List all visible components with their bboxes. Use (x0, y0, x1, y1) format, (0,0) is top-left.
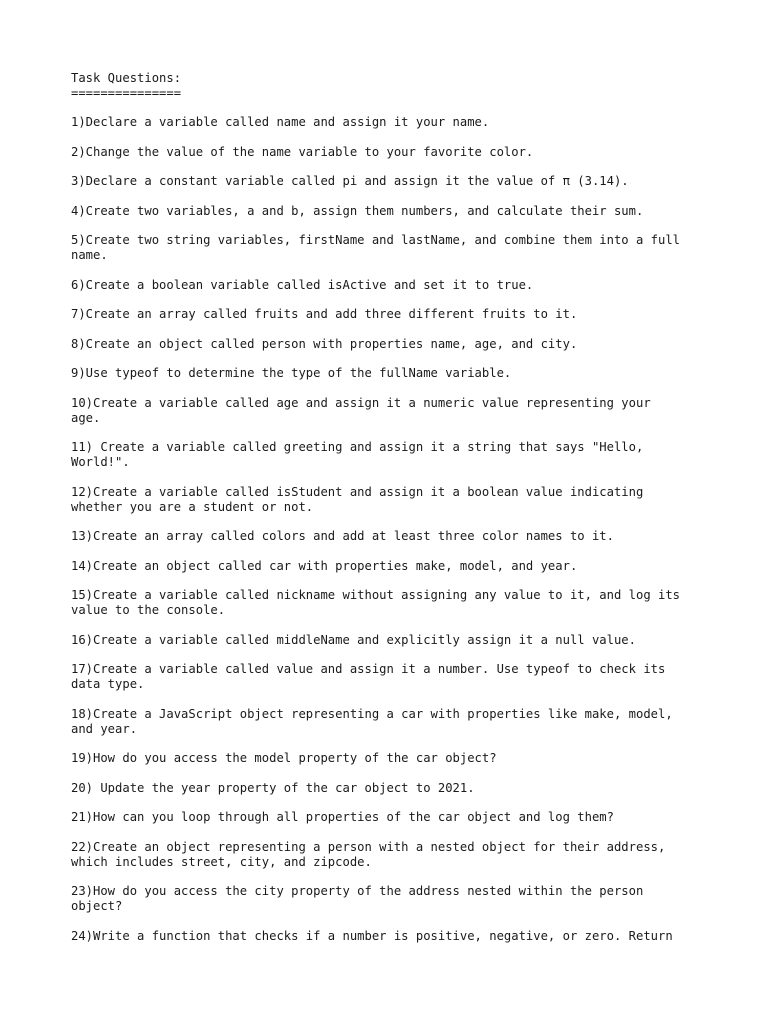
question-item: 4)Create two variables, a and b, assign them numbers, and calculate their sum. (71, 203, 644, 218)
question-item: 16)Create a variable called middleName and explicitly assign it a null value. (71, 632, 636, 647)
question-item: 20) Update the year property of the car object to 2021. (71, 780, 475, 795)
question-list (71, 115, 711, 944)
question-item: 9)Use typeof to determine the type of the fullName variable. (71, 366, 512, 380)
question-item: 3)Declare a constant variable called pi and assign it the value of π (3.14). (71, 174, 629, 188)
question-item: 24)Write a function that checks if a number is positive, negative, or zero. Return (71, 928, 673, 943)
question-item: 17)Create a variable called value and assign it a number. Use typeof to check its data type. (71, 662, 666, 691)
document-page (71, 71, 711, 958)
question-item: 22)Create an object representing a person with a nested object for their address, which includes street, city, and zipcode. (71, 839, 666, 869)
question-item: 6)Create a boolean variable called isActive and set it to true. (71, 277, 534, 292)
question-item: 12)Create a variable called isStudent and assign it a boolean value indicating whether you are a student or not. (71, 484, 644, 514)
question-item: 7)Create an array called fruits and add three different fruits to it. (71, 307, 578, 321)
question-item: 1)Declare a variable called name and assign it your name. (71, 115, 490, 129)
question-item: 2)Change the value of the name variable to your favorite color. (71, 144, 534, 159)
question-item: 11) Create a variable called greeting and assign it a string that says "Hello, World!". (71, 440, 644, 469)
question-item: 18)Create a JavaScript object representing a car with properties like make, model, and year. (71, 706, 673, 736)
question-item: 21)How can you loop through all properties of the car object and log them? (71, 810, 614, 824)
question-item: 10)Create a variable called age and assign it a numeric value representing your age. (71, 395, 651, 425)
question-item: 14)Create an object called car with properties make, model, and year. (71, 558, 578, 573)
question-item: 23)How do you access the city property of the address nested within the person object? (71, 884, 644, 913)
question-item: 8)Create an object called person with properties name, age, and city. (71, 336, 578, 351)
question-item: 5)Create two string variables, firstName and lastName, and combine them into a full name. (71, 233, 681, 262)
question-item: 19)How do you access the model property of the car object? (71, 751, 497, 765)
document-title: Task Questions: (71, 71, 182, 85)
question-item: 15)Create a variable called nickname without assigning any value to it, and log its value to the console. (71, 588, 681, 617)
title-underline: =============== (71, 86, 182, 100)
question-item: 13)Create an array called colors and add at least three color names to it. (71, 529, 614, 543)
